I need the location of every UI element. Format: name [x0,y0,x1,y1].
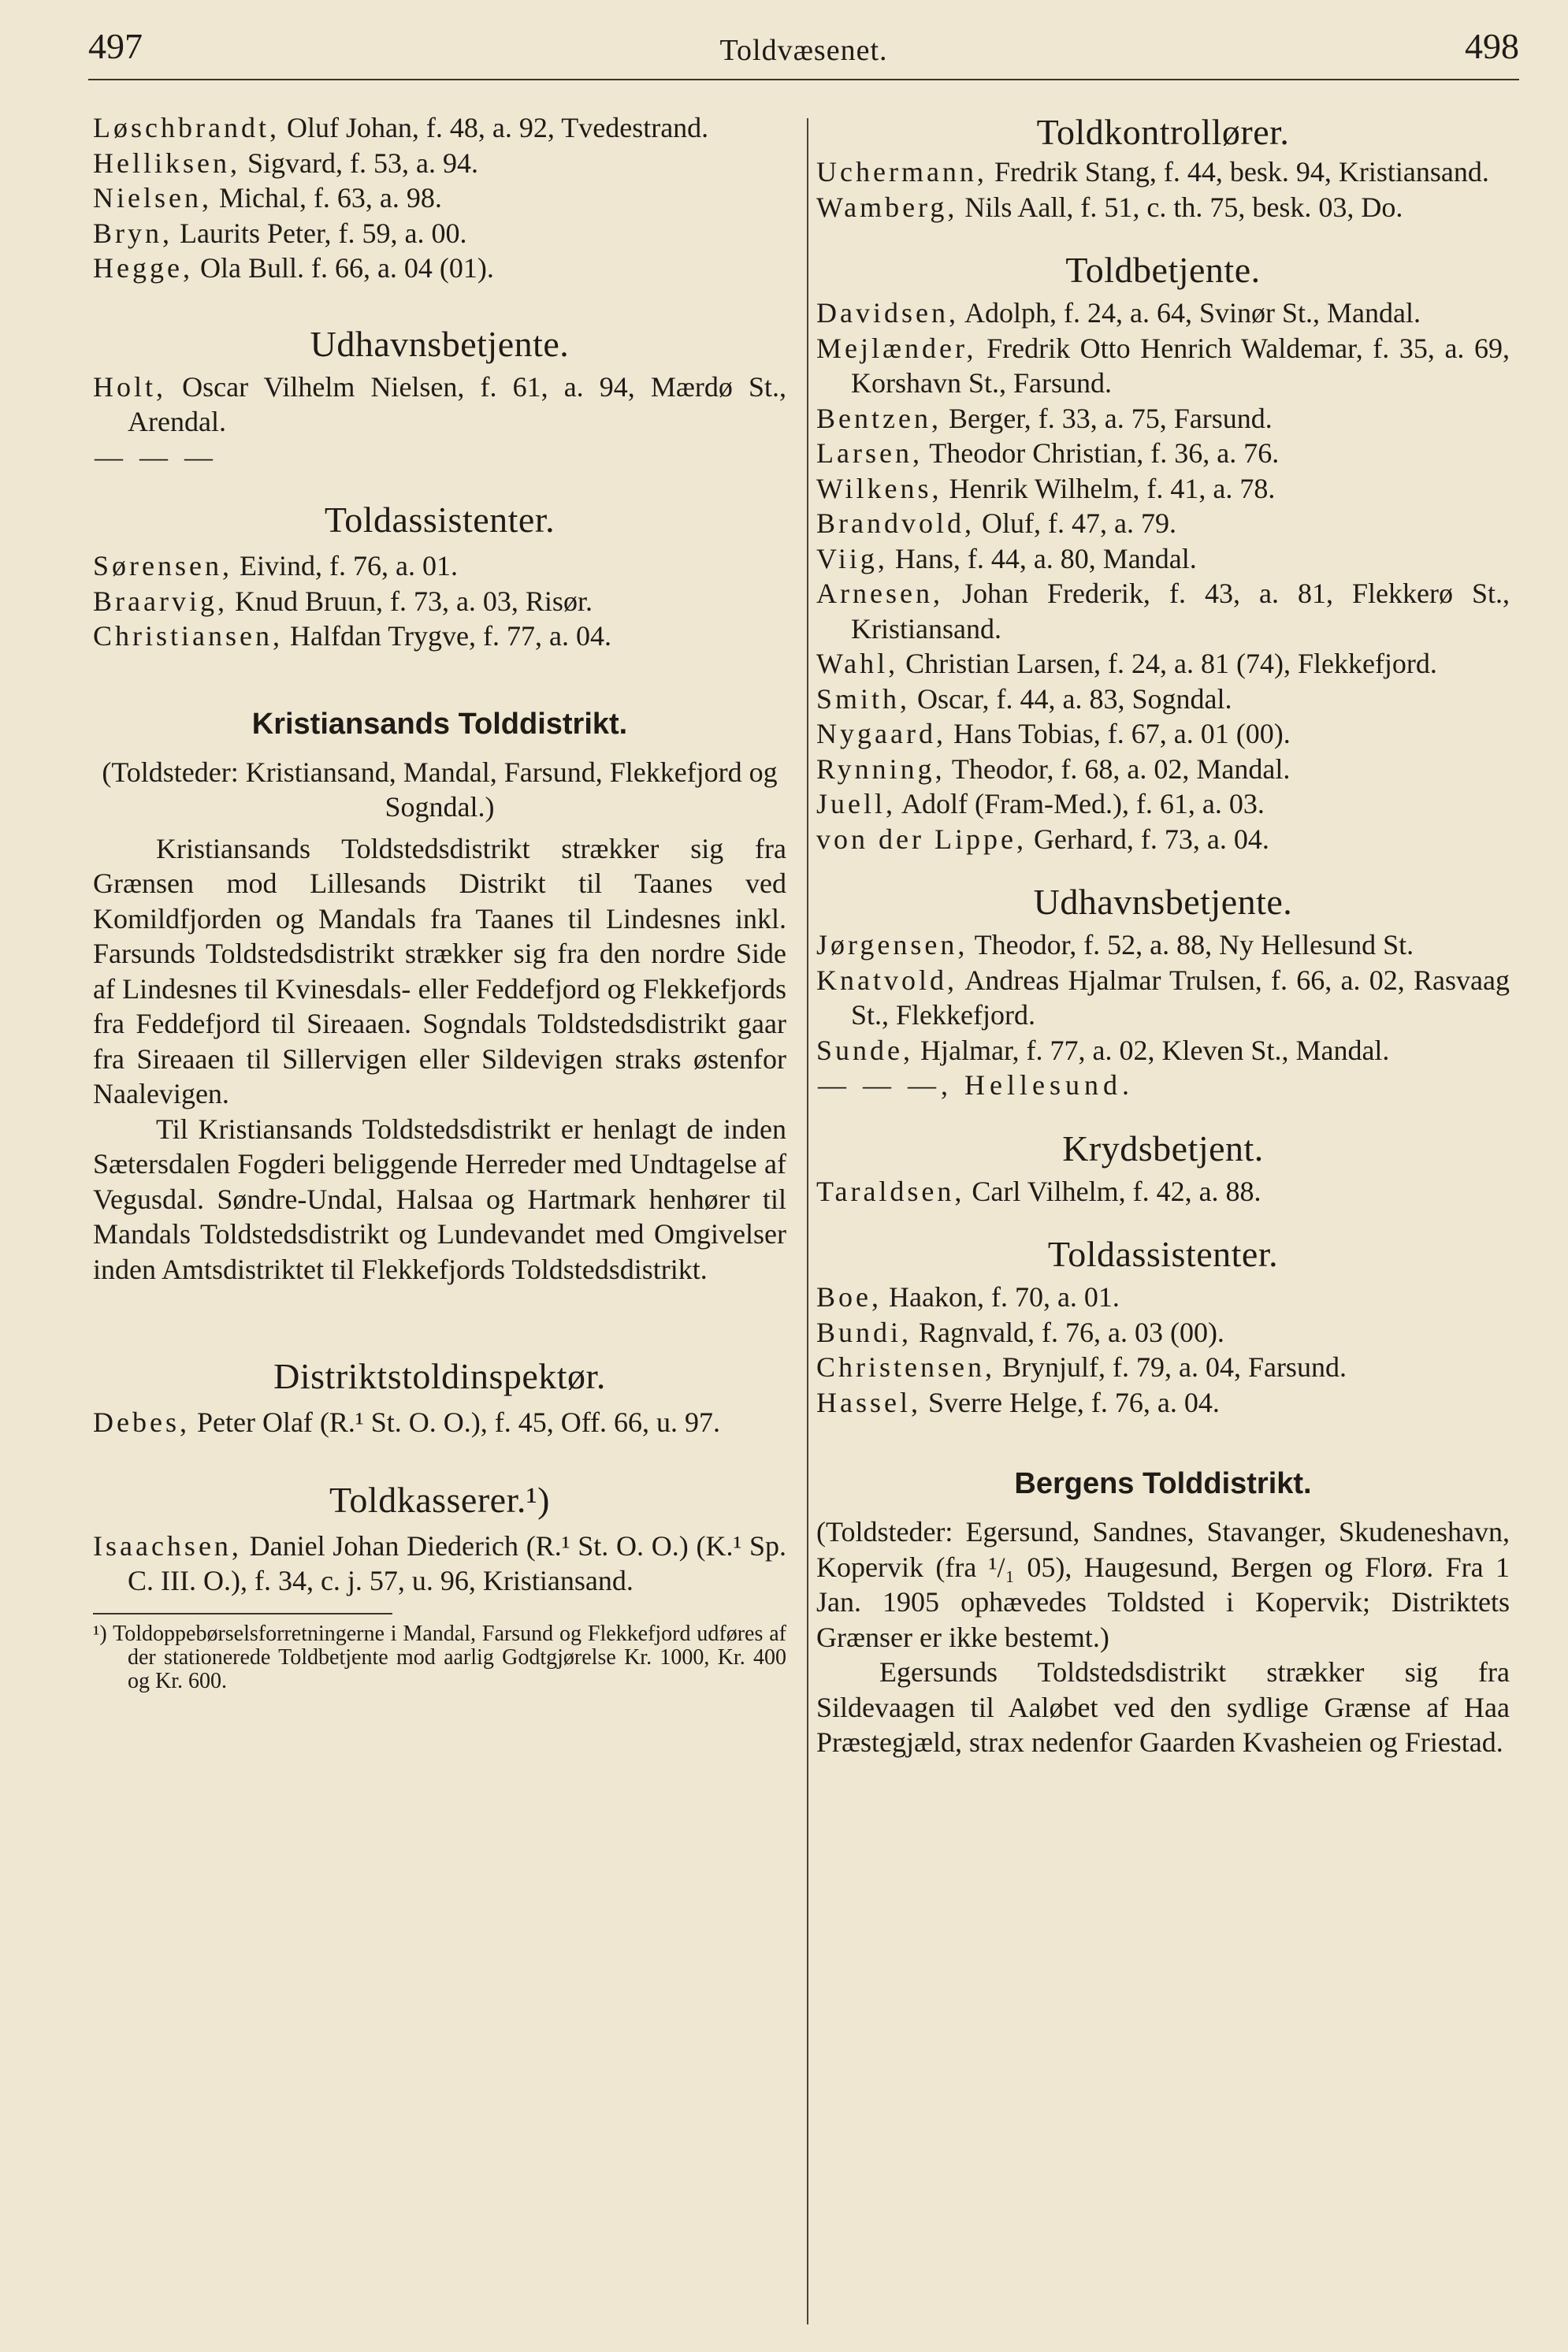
entry-name: Bryn, [93,217,173,249]
entry-name: Helliksen, [93,147,240,179]
running-title: Toldvæsenet. [719,34,888,67]
entry-name: Boe, [816,1281,882,1313]
entry [816,1385,1510,1421]
entry [93,548,786,584]
entry-details: Hans Tobias, f. 67, a. 01 (00). [946,718,1291,749]
column-divider [807,118,808,2324]
entry [816,331,1510,401]
entry [816,963,1510,1033]
entry [93,1405,786,1440]
entry [816,716,1510,752]
entry-details: Nils Aall, f. 51, c. th. 75, besk. 03, Do. [957,191,1403,223]
entry-name: Juell, [816,788,896,819]
footnote-rule [93,1613,392,1614]
page-number-right: 498 [1465,26,1519,66]
entry-name: Holt, [93,370,167,403]
page-number-left: 497 [88,26,143,66]
entry-details: Adolph, f. 24, a. 64, Svinør St., Mandal. [958,297,1421,329]
entry [816,1174,1510,1209]
entry-name: Christiansen, [93,620,283,652]
entry-details: Oluf Johan, f. 48, a. 92, Tvedestrand. [279,112,709,143]
entry [816,927,1510,963]
entry-details: Michal, f. 63, a. 98. [211,182,442,214]
entry-list-kontrol [816,154,1510,225]
entry [816,646,1510,682]
entry-details: Oscar, f. 44, a. 83, Sogndal. [910,682,1232,715]
entry [816,295,1510,331]
entry [816,401,1510,437]
entry-details: Adolf (Fram-Med.), f. 61, a. 03. [896,788,1265,819]
entry-details: Brynjulf, f. 79, a. 04, Farsund. [994,1351,1347,1383]
entry-details: Knud Bruun, f. 73, a. 03, Risør. [227,585,593,617]
entry-details: Daniel Johan Diederich (R.¹ St. O. O.) (K.¹ Sp. C. III. O.), f. 34, c. j. 57, u. 96, Kristiansand. [128,1529,786,1596]
entry [93,370,786,440]
entry-details: Laurits Peter, f. 59, a. 00. [173,217,467,249]
entry-name: Rynning, [816,752,946,785]
entry-name: Sørensen, [93,550,232,581]
district-paragraph-bergen: Egersunds Toldstedsdistrikt strækker sig fra Sildevaagen til Aaløbet ved den sydlige Grænse af Haa Præstegjæld, strax nedenfor Gaarden Kvasheien og Friestad. [816,1656,1510,1758]
right-column [816,110,1510,1760]
entry-name: Brandvold, [816,507,975,539]
entry-details: Hans, f. 44, a. 80, Mandal. [887,542,1197,574]
entry [93,110,786,146]
entry-details: Johan Frederik, f. 43, a. 81, Flekkerø St., Kristiansand. [851,578,1510,645]
entry-list-toldass [93,548,786,654]
entry-name: Løschbrandt, [93,112,280,143]
entry-name: Knatvold, [816,964,957,996]
entry-name: Christensen, [816,1351,995,1383]
entry-details: Fredrik Stang, f. 44, besk. 94, Kristiansand. [987,156,1489,188]
entry [816,576,1510,646]
section-heading-toldkasserer: Toldkasserer.¹) [329,1479,550,1520]
entry [816,1350,1510,1385]
entry [816,436,1510,471]
entry-name: Nielsen, [93,182,212,214]
entry-details: Haakon, f. 70, a. 01. [882,1281,1120,1313]
entry-details: Ola Bull. f. 66, a. 04 (01). [192,252,494,284]
entry-list-kryds [816,1174,1510,1209]
entry [93,146,786,181]
entry [816,1033,1510,1068]
entry-name: von der Lippe, [816,823,1027,855]
entry [93,216,786,251]
entry-details: Gerhard, f. 73, a. 04. [1026,823,1269,855]
entry-details: Fredrik Otto Henrich Waldemar, f. 35, a. 69, Korshavn St., Farsund. [851,332,1510,399]
entry [93,1529,786,1599]
entry [816,1315,1510,1351]
left-column [93,110,786,1693]
dash-line-hellesund: — — —, Hellesund. [818,1069,1134,1101]
section-heading-udhavnsbetjente: Udhavnsbetjente. [310,323,570,364]
entry [816,506,1510,541]
entry-details: Hjalmar, f. 77, a. 02, Kleven St., Mandal. [913,1034,1390,1066]
entry-name: Wamberg, [816,191,958,223]
entry-details: Oluf, f. 47, a. 79. [974,507,1176,539]
section-heading-toldbetjente: Toldbetjente. [1065,250,1261,290]
entry-name: Hassel, [816,1386,921,1418]
entry-details: Theodor Christian, f. 36, a. 76. [922,437,1280,469]
running-head [88,22,1519,80]
district-paragraph-2: Til Kristiansands Toldstedsdistrikt er henlagt de inden Sætersdalen Fogderi beliggende Herreder med Undtagelse af Vegusdal. Søndre-Undal, Halsaa og Hartmark henhører til Mandals Toldstedsdistrikt og Lundevandet med Omgivelser inden Amtsdistriktet til Flekkefjords Toldstedsdistrikt. [93,1113,786,1285]
district-title-bergen: Bergens Tolddistrikt. [1014,1467,1312,1500]
entry-name: Smith, [816,682,911,715]
entry-details: Theodor, f. 52, a. 88, Ny Hellesund St. [968,929,1414,960]
entry-details: Peter Olaf (R.¹ St. O. O.), f. 45, Off. 66, u. 97. [189,1406,721,1438]
entry-name: Viig, [816,542,888,574]
entry [816,471,1510,507]
entry-details: Ragnvald, f. 76, a. 03 (00). [912,1316,1224,1348]
entry [93,251,786,286]
section-heading-toldassistenter: Toldassistenter. [324,500,555,540]
entry-details: Henrik Wilhelm, f. 41, a. 78. [942,472,1276,504]
entry-name: Wahl, [816,648,899,679]
entry-name: Uchermann, [816,156,987,188]
entry-details: Oscar Vilhelm Nielsen, f. 61, a. 94, Mærdø St., Arendal. [128,370,786,437]
entry-list-distrikt [93,1405,786,1440]
entry [816,1280,1510,1315]
section-heading-krydsbetjent: Krydsbetjent. [1062,1128,1264,1169]
entry [93,180,786,216]
entry-name: Davidsen, [816,297,959,329]
entry [816,752,1510,787]
footnote: ¹) Toldoppebørselsforretningerne i Mandal, Farsund og Flekkefjord udføres af der stationerede Toldbetjente mod aarlig Godtgjørelse Kr. 1000, Kr. 400 og Kr. 600. [93,1621,786,1693]
entry-name: Bentzen, [816,402,942,434]
dash-line: — — — [95,440,217,473]
entry [816,541,1510,577]
entry-list-betjente [816,295,1510,856]
district-title-kristiansand: Kristiansands Tolddistrikt. [251,707,628,741]
district-paragraph-1: Kristiansands Toldstedsdistrikt strækker sig fra Grænsen mod Lillesands Distrikt til Taanes ved Komildfjorden og Mandals fra Taanes til Lindesnes inkl. Farsunds Toldstedsdistrikt strækker sig fra den nordre Side af Lindesnes til Kvinesdals- eller Feddefjord og Flekkefjords fra Feddefjord til Sireaaen. Sogndals Toldstedsdistrikt gaar fra Sireaaen til Sillervigen eller Sildevigen straks østenfor Naalevigen. [93,832,786,1109]
entry-name: Nygaard, [816,718,946,749]
entry [816,822,1510,857]
entry-name: Arnesen, [816,578,943,609]
section-heading-toldassistenter-right: Toldassistenter. [1047,1234,1279,1274]
entry-name: Wilkens, [816,472,942,504]
entry-name: Isaachsen, [93,1529,242,1562]
entry-list-kasserer [93,1529,786,1599]
entry-details: Andreas Hjalmar Trulsen, f. 66, a. 02, Rasvaag St., Flekkefjord. [851,964,1510,1031]
entry-details: Berger, f. 33, a. 75, Farsund. [941,402,1273,434]
entry [816,154,1510,190]
entry-details: Carl Vilhelm, f. 42, a. 88. [964,1175,1261,1207]
entry-name: Mejlænder, [816,332,977,364]
entry-name: Jørgensen, [816,929,968,960]
toldsteder-note: (Toldsteder: Kristiansand, Mandal, Farsund, Flekkefjord og Sogndal.) [102,756,778,823]
section-heading-distriktstoldinspektor: Distriktstoldinspektør. [273,1356,606,1396]
entry-name: Bundi, [816,1316,912,1348]
entry-details: Eivind, f. 76, a. 01. [232,550,458,581]
entry-name: Braarvig, [93,585,228,617]
entry-details: Theodor, f. 68, a. 02, Mandal. [945,752,1291,785]
entry-name: Sunde, [816,1034,913,1066]
entry-details: Christian Larsen, f. 24, a. 81 (74), Flekkefjord. [898,648,1437,679]
entry-details: Sigvard, f. 53, a. 94. [240,147,478,179]
toldsteder-note-bergen: (Toldsteder: Egersund, Sandnes, Stavanger, Skudeneshavn, Kopervik (fra ¹/₁ 05), Haugesund, Bergen og Florø. Fra 1 Jan. 1905 ophævedes Toldsted i Kopervik; Distriktets Grænser er ikke bestemt.) [816,1516,1510,1653]
entry-name: Taraldsen, [816,1175,965,1207]
entry-list-udhavn-right [816,927,1510,1068]
entry-name: Hegge, [93,252,193,284]
entry-list-toldass-right [816,1280,1510,1420]
entry-name: Debes, [93,1406,190,1438]
entry-details: Sverre Helge, f. 76, a. 04. [920,1386,1220,1418]
section-heading-udhavnsbetjente-right: Udhavnsbetjente. [1033,882,1293,922]
entry-details: Halfdan Trygve, f. 77, a. 04. [282,620,611,652]
entry [816,786,1510,822]
entry-list-udhavn [93,370,786,440]
section-heading-toldkontrollorer: Toldkontrollører. [1036,112,1290,152]
entry [93,584,786,619]
entry [816,190,1510,225]
entry [816,682,1510,717]
entry-list-top [93,110,786,286]
entry-name: Larsen, [816,437,923,469]
entry [93,619,786,654]
